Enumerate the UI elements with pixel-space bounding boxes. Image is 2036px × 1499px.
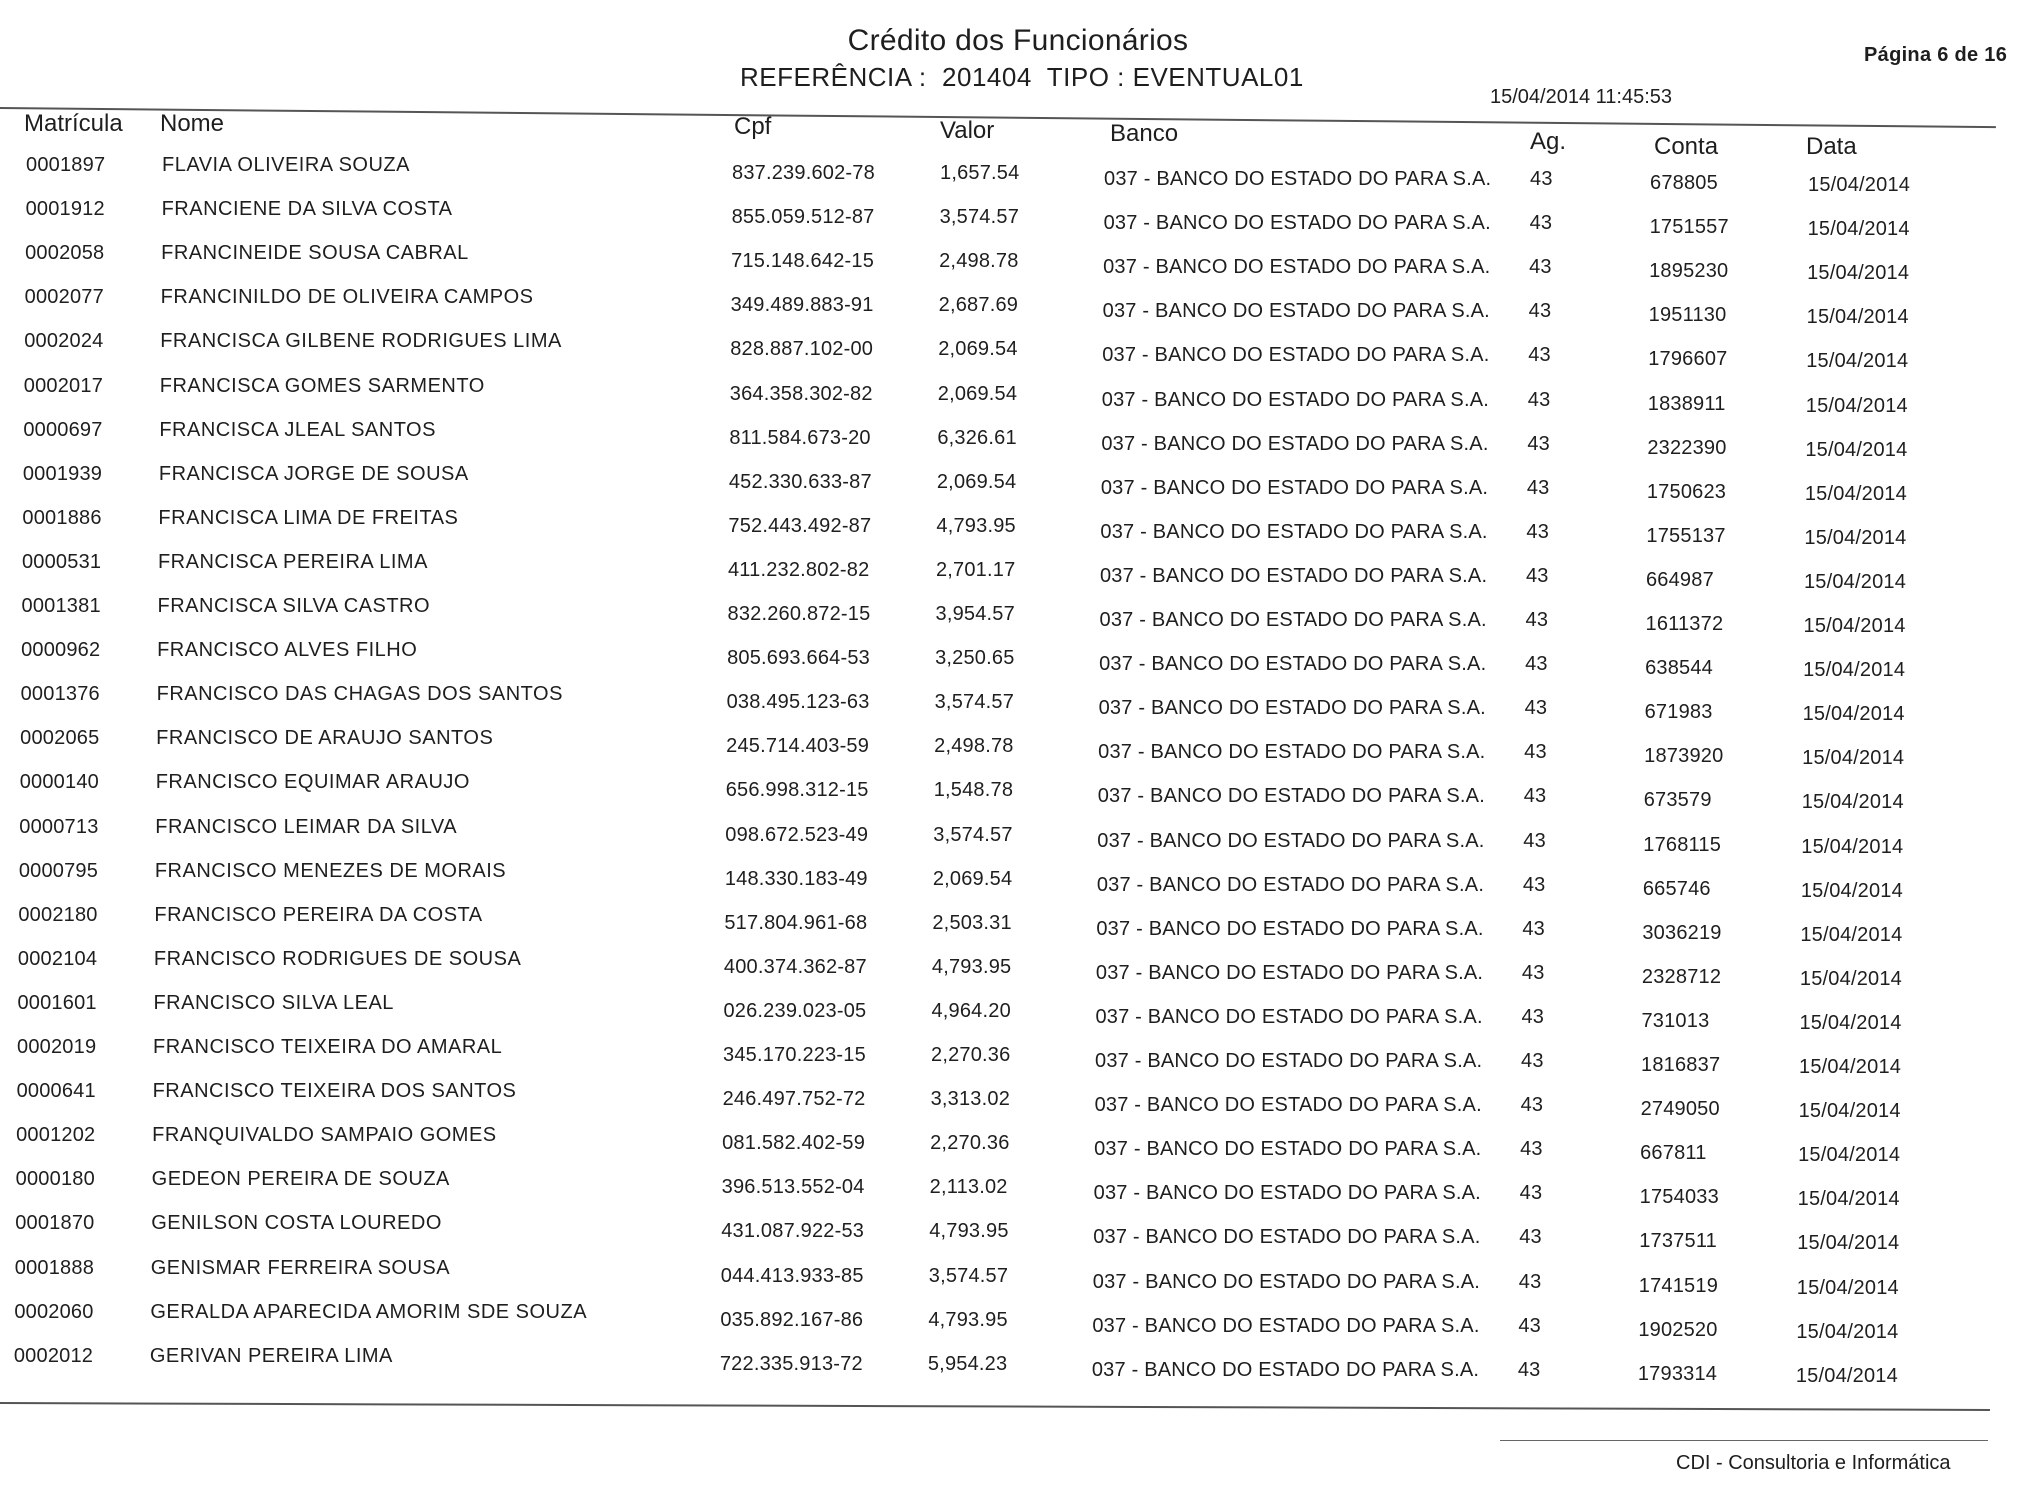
cell-ag: 43 bbox=[1519, 1182, 1543, 1205]
cell-nome: FRANCIENE DA SILVA COSTA bbox=[161, 198, 453, 221]
cell-matricula: 0002017 bbox=[23, 374, 104, 397]
cell-data: 15/04/2014 bbox=[1805, 438, 1908, 461]
cell-matricula: 0002024 bbox=[24, 330, 104, 353]
cell-valor: 4,793.95 bbox=[931, 955, 1012, 978]
cell-matricula: 0002104 bbox=[17, 947, 98, 970]
cell-matricula: 0000180 bbox=[15, 1168, 95, 1191]
cell-banco: 037 - BANCO DO ESTADO DO PARA S.A. bbox=[1099, 609, 1487, 631]
cell-ag: 43 bbox=[1530, 168, 1553, 190]
cell-cpf: 081.582.402-59 bbox=[722, 1132, 866, 1155]
cell-ag: 43 bbox=[1528, 300, 1552, 323]
cell-banco: 037 - BANCO DO ESTADO DO PARA S.A. bbox=[1092, 1270, 1481, 1293]
cell-conta: 1611372 bbox=[1645, 613, 1724, 635]
cell-data: 15/04/2014 bbox=[1801, 835, 1904, 858]
table-row bbox=[0, 418, 2036, 461]
cell-data: 15/04/2014 bbox=[1796, 1320, 1899, 1343]
cell-ag: 43 bbox=[1524, 741, 1547, 764]
table-row bbox=[0, 1344, 2036, 1387]
cell-ag: 43 bbox=[1519, 1226, 1542, 1249]
column-header-matricula: Matrícula bbox=[24, 110, 123, 137]
cell-cpf: 832.260.872-15 bbox=[727, 603, 871, 625]
cell-nome: FRANCISCO MENEZES DE MORAIS bbox=[154, 859, 507, 882]
cell-nome: FRANCISCO LEIMAR DA SILVA bbox=[155, 815, 458, 838]
cell-banco: 037 - BANCO DO ESTADO DO PARA S.A. bbox=[1095, 961, 1484, 984]
cell-data: 15/04/2014 bbox=[1808, 174, 1911, 196]
cell-cpf: 364.358.302-82 bbox=[729, 382, 873, 405]
cell-nome: FRANCINILDO DE OLIVEIRA CAMPOS bbox=[160, 286, 534, 309]
cell-nome: FRANCISCA GOMES SARMENTO bbox=[159, 374, 485, 397]
cell-data: 15/04/2014 bbox=[1802, 703, 1905, 726]
cell-conta: 2328712 bbox=[1641, 965, 1722, 988]
cell-banco: 037 - BANCO DO ESTADO DO PARA S.A. bbox=[1097, 785, 1485, 808]
cell-matricula: 0001912 bbox=[25, 198, 105, 221]
cell-valor: 3,574.57 bbox=[934, 691, 1015, 714]
cell-matricula: 0000531 bbox=[21, 550, 102, 573]
cell-ag: 43 bbox=[1522, 873, 1546, 896]
cell-banco: 037 - BANCO DO ESTADO DO PARA S.A. bbox=[1094, 1138, 1482, 1161]
cell-data: 15/04/2014 bbox=[1804, 526, 1907, 549]
cell-valor: 1,548.78 bbox=[933, 779, 1014, 802]
cell-valor: 2,270.36 bbox=[930, 1132, 1010, 1155]
cell-valor: 4,793.95 bbox=[928, 1308, 1008, 1331]
cell-nome: FRANQUIVALDO SAMPAIO GOMES bbox=[152, 1124, 497, 1147]
cell-ag: 43 bbox=[1521, 1005, 1545, 1028]
cell-data: 15/04/2014 bbox=[1803, 570, 1907, 593]
cell-ag: 43 bbox=[1521, 1050, 1544, 1072]
cell-nome: GENILSON COSTA LOUREDO bbox=[151, 1212, 442, 1235]
table-row bbox=[0, 1256, 2036, 1299]
cell-valor: 2,113.02 bbox=[929, 1176, 1008, 1199]
cell-matricula: 0000140 bbox=[19, 771, 99, 794]
table-row bbox=[0, 595, 2036, 637]
cell-nome: FRANCISCO RODRIGUES DE SOUSA bbox=[153, 947, 522, 970]
cell-conta: 1796607 bbox=[1648, 348, 1728, 371]
cell-nome: FRANCISCO ALVES FILHO bbox=[157, 639, 418, 662]
cell-matricula: 0000641 bbox=[16, 1080, 96, 1103]
cell-data: 15/04/2014 bbox=[1803, 659, 1906, 682]
cell-banco: 037 - BANCO DO ESTADO DO PARA S.A. bbox=[1102, 344, 1490, 367]
cell-cpf: 452.330.633-87 bbox=[728, 470, 872, 493]
cell-conta: 1750623 bbox=[1646, 480, 1727, 503]
cell-cpf: 148.330.183-49 bbox=[724, 867, 868, 890]
cell-data: 15/04/2014 bbox=[1797, 1232, 1900, 1255]
cell-valor: 2,503.31 bbox=[932, 911, 1012, 934]
table-row bbox=[0, 903, 2036, 946]
table-row bbox=[0, 1212, 2036, 1255]
cell-cpf: 044.413.933-85 bbox=[720, 1264, 864, 1287]
cell-data: 15/04/2014 bbox=[1807, 218, 1910, 241]
cell-valor: 4,793.95 bbox=[929, 1220, 1009, 1243]
cell-matricula: 0001897 bbox=[26, 154, 106, 176]
cell-ag: 43 bbox=[1529, 256, 1552, 279]
cell-ag: 43 bbox=[1529, 212, 1553, 235]
cell-cpf: 098.672.523-49 bbox=[725, 823, 869, 846]
cell-valor: 3,313.02 bbox=[930, 1088, 1011, 1111]
cell-data: 15/04/2014 bbox=[1806, 350, 1909, 373]
cell-banco: 037 - BANCO DO ESTADO DO PARA S.A. bbox=[1095, 1005, 1483, 1028]
cell-nome: FRANCISCO TEIXEIRA DOS SANTOS bbox=[152, 1080, 517, 1103]
cell-ag: 43 bbox=[1527, 432, 1550, 455]
cell-banco: 037 - BANCO DO ESTADO DO PARA S.A. bbox=[1103, 212, 1491, 235]
cell-nome: FRANCISCO EQUIMAR ARAUJO bbox=[155, 771, 470, 794]
cell-conta: 673579 bbox=[1643, 789, 1712, 812]
cell-ag: 43 bbox=[1523, 785, 1547, 808]
cell-cpf: 026.239.023-05 bbox=[723, 999, 867, 1022]
table-row bbox=[0, 1168, 2036, 1211]
cell-data: 15/04/2014 bbox=[1802, 747, 1905, 770]
cell-conta: 1816837 bbox=[1641, 1054, 1721, 1076]
table-row bbox=[0, 286, 2036, 329]
cell-conta: 3036219 bbox=[1642, 921, 1722, 944]
report-reference: REFERÊNCIA : 201404 TIPO : EVENTUAL01 bbox=[740, 62, 1304, 92]
cell-valor: 3,574.57 bbox=[928, 1264, 1009, 1287]
table-row bbox=[0, 154, 2036, 196]
table-row bbox=[0, 991, 2036, 1034]
cell-matricula: 0002065 bbox=[20, 727, 100, 750]
cell-ag: 43 bbox=[1523, 829, 1546, 852]
cell-valor: 2,270.36 bbox=[931, 1044, 1011, 1066]
cell-data: 15/04/2014 bbox=[1800, 879, 1903, 902]
table-row bbox=[0, 1036, 2036, 1078]
cell-nome: FRANCISCA LIMA DE FREITAS bbox=[158, 506, 459, 529]
cell-cpf: 517.804.961-68 bbox=[724, 911, 868, 934]
cell-banco: 037 - BANCO DO ESTADO DO PARA S.A. bbox=[1094, 1094, 1482, 1117]
cell-banco: 037 - BANCO DO ESTADO DO PARA S.A. bbox=[1091, 1358, 1480, 1381]
column-header-conta: Conta bbox=[1654, 133, 1719, 160]
cell-cpf: 855.059.512-87 bbox=[731, 206, 875, 229]
cell-valor: 2,687.69 bbox=[938, 294, 1019, 317]
cell-conta: 1755137 bbox=[1646, 524, 1726, 547]
cell-conta: 1741519 bbox=[1638, 1274, 1719, 1297]
cell-cpf: 400.374.362-87 bbox=[723, 955, 867, 978]
cell-conta: 1751557 bbox=[1649, 216, 1729, 239]
cell-nome: FRANCISCA JORGE DE SOUSA bbox=[158, 462, 469, 485]
cell-matricula: 0000795 bbox=[18, 859, 99, 882]
cell-data: 15/04/2014 bbox=[1797, 1188, 1900, 1211]
table-row bbox=[0, 1300, 2036, 1343]
cell-cpf: 246.497.752-72 bbox=[722, 1088, 866, 1111]
cell-valor: 2,069.54 bbox=[938, 338, 1018, 361]
cell-cpf: 722.335.913-72 bbox=[719, 1352, 863, 1375]
cell-data: 15/04/2014 bbox=[1804, 482, 1907, 505]
cell-ag: 43 bbox=[1518, 1270, 1542, 1293]
cell-banco: 037 - BANCO DO ESTADO DO PARA S.A. bbox=[1100, 476, 1489, 499]
cell-data: 15/04/2014 bbox=[1805, 394, 1908, 417]
cell-data: 15/04/2014 bbox=[1795, 1364, 1898, 1387]
cell-conta: 1737511 bbox=[1639, 1230, 1717, 1253]
cell-matricula: 0001886 bbox=[22, 506, 102, 529]
cell-nome: GEDEON PEREIRA DE SOUZA bbox=[151, 1168, 450, 1191]
cell-cpf: 396.513.552-04 bbox=[721, 1176, 865, 1199]
cell-conta: 1838911 bbox=[1647, 392, 1726, 415]
cell-matricula: 0001202 bbox=[16, 1124, 96, 1147]
cell-ag: 43 bbox=[1526, 476, 1550, 499]
cell-ag: 43 bbox=[1518, 1314, 1541, 1337]
cell-banco: 037 - BANCO DO ESTADO DO PARA S.A. bbox=[1100, 520, 1488, 543]
cell-valor: 4,793.95 bbox=[936, 514, 1016, 537]
cell-matricula: 0000713 bbox=[19, 815, 99, 838]
cell-cpf: 035.892.167-86 bbox=[720, 1308, 864, 1331]
cell-valor: 2,498.78 bbox=[939, 250, 1019, 273]
cell-valor: 3,574.57 bbox=[933, 823, 1013, 846]
cell-banco: 037 - BANCO DO ESTADO DO PARA S.A. bbox=[1092, 1314, 1480, 1337]
cell-matricula: 0002077 bbox=[24, 286, 104, 309]
table-row bbox=[0, 198, 2036, 241]
cell-matricula: 0000697 bbox=[23, 418, 103, 441]
cell-data: 15/04/2014 bbox=[1807, 262, 1910, 285]
report-datetime: 15/04/2014 11:45:53 bbox=[1490, 86, 1673, 108]
table-row bbox=[0, 771, 2036, 814]
cell-nome: GERALDA APARECIDA AMORIM SDE SOUZA bbox=[150, 1300, 588, 1323]
cell-cpf: 038.495.123-63 bbox=[726, 691, 870, 714]
cell-conta: 678805 bbox=[1650, 172, 1718, 194]
cell-data: 15/04/2014 bbox=[1806, 306, 1909, 329]
cell-ag: 43 bbox=[1525, 609, 1549, 631]
cell-matricula: 0001381 bbox=[21, 595, 101, 617]
table-row bbox=[0, 242, 2036, 285]
cell-banco: 037 - BANCO DO ESTADO DO PARA S.A. bbox=[1095, 1050, 1483, 1072]
cell-conta: 1902520 bbox=[1638, 1318, 1718, 1341]
cell-banco: 037 - BANCO DO ESTADO DO PARA S.A. bbox=[1098, 697, 1486, 720]
page-indicator: Página 6 de 16 bbox=[1864, 44, 2008, 66]
cell-nome: GENISMAR FERREIRA SOUSA bbox=[150, 1256, 451, 1279]
footer-company: CDI - Consultoria e Informática bbox=[1676, 1452, 1951, 1474]
cell-ag: 43 bbox=[1525, 564, 1549, 587]
column-header-banco: Banco bbox=[1110, 120, 1179, 147]
cell-banco: 037 - BANCO DO ESTADO DO PARA S.A. bbox=[1101, 388, 1490, 411]
table-row bbox=[0, 639, 2036, 682]
table-row bbox=[0, 947, 2036, 990]
cell-banco: 037 - BANCO DO ESTADO DO PARA S.A. bbox=[1099, 564, 1488, 587]
column-header-valor: Valor bbox=[940, 117, 995, 144]
cell-conta: 1793314 bbox=[1637, 1362, 1718, 1385]
cell-ag: 43 bbox=[1517, 1358, 1541, 1381]
cell-cpf: 411.232.802-82 bbox=[727, 558, 870, 581]
cell-matricula: 0002058 bbox=[25, 242, 105, 265]
cell-valor: 3,250.65 bbox=[935, 647, 1015, 670]
cell-valor: 2,069.54 bbox=[937, 382, 1018, 405]
cell-data: 15/04/2014 bbox=[1796, 1276, 1899, 1299]
cell-nome: FRANCISCO SILVA LEAL bbox=[153, 991, 394, 1014]
cell-cpf: 431.087.922-53 bbox=[721, 1220, 865, 1243]
cell-nome: FRANCINEIDE SOUSA CABRAL bbox=[161, 242, 469, 265]
cell-nome: FRANCISCO PEREIRA DA COSTA bbox=[154, 903, 483, 926]
cell-matricula: 0001376 bbox=[20, 683, 100, 706]
cell-cpf: 752.443.492-87 bbox=[728, 514, 872, 537]
table-row bbox=[0, 859, 2036, 902]
column-header-cpf: Cpf bbox=[734, 113, 772, 140]
column-header-data: Data bbox=[1806, 133, 1857, 160]
cell-nome: FRANCISCO DAS CHAGAS DOS SANTOS bbox=[156, 683, 563, 706]
table-row bbox=[0, 374, 2036, 417]
column-header-nome: Nome bbox=[160, 110, 225, 137]
cell-banco: 037 - BANCO DO ESTADO DO PARA S.A. bbox=[1104, 168, 1492, 190]
cell-ag: 43 bbox=[1527, 388, 1551, 411]
table-row bbox=[0, 1124, 2036, 1167]
table-row bbox=[0, 330, 2036, 373]
cell-banco: 037 - BANCO DO ESTADO DO PARA S.A. bbox=[1096, 917, 1484, 940]
cell-valor: 2,069.54 bbox=[936, 470, 1017, 493]
cell-conta: 1754033 bbox=[1639, 1186, 1719, 1209]
cell-data: 15/04/2014 bbox=[1803, 615, 1906, 637]
cell-conta: 1873920 bbox=[1644, 745, 1724, 768]
cell-cpf: 828.887.102-00 bbox=[730, 338, 874, 361]
cell-valor: 4,964.20 bbox=[931, 999, 1011, 1022]
cell-conta: 665746 bbox=[1642, 877, 1711, 900]
cell-data: 15/04/2014 bbox=[1799, 967, 1903, 990]
cell-nome: FRANCISCA GILBENE RODRIGUES LIMA bbox=[160, 330, 562, 353]
cell-conta: 1951130 bbox=[1648, 304, 1727, 327]
cell-conta: 731013 bbox=[1641, 1009, 1710, 1032]
cell-cpf: 805.693.664-53 bbox=[727, 647, 870, 670]
cell-conta: 664987 bbox=[1645, 568, 1714, 591]
cell-ag: 43 bbox=[1521, 961, 1545, 984]
cell-ag: 43 bbox=[1524, 697, 1548, 720]
cell-matricula: 0001888 bbox=[14, 1256, 95, 1279]
cell-conta: 2322390 bbox=[1647, 436, 1727, 459]
cell-banco: 037 - BANCO DO ESTADO DO PARA S.A. bbox=[1099, 653, 1487, 676]
column-header-ag: Ag. bbox=[1530, 128, 1567, 155]
cell-nome: FLAVIA OLIVEIRA SOUZA bbox=[162, 154, 410, 176]
cell-matricula: 0002060 bbox=[14, 1300, 94, 1323]
cell-valor: 3,574.57 bbox=[939, 206, 1020, 229]
cell-cpf: 837.239.602-78 bbox=[732, 162, 875, 184]
cell-banco: 037 - BANCO DO ESTADO DO PARA S.A. bbox=[1096, 873, 1485, 896]
cell-data: 15/04/2014 bbox=[1799, 1011, 1902, 1034]
table-row bbox=[0, 550, 2036, 593]
cell-nome: FRANCISCA JLEAL SANTOS bbox=[159, 418, 436, 441]
cell-matricula: 0002012 bbox=[13, 1344, 94, 1367]
cell-banco: 037 - BANCO DO ESTADO DO PARA S.A. bbox=[1097, 829, 1485, 852]
cell-conta: 638544 bbox=[1645, 657, 1714, 680]
cell-matricula: 0002019 bbox=[17, 1036, 97, 1058]
cell-conta: 1768115 bbox=[1643, 833, 1722, 856]
cell-nome: FRANCISCO DE ARAUJO SANTOS bbox=[156, 727, 494, 750]
cell-data: 15/04/2014 bbox=[1798, 1144, 1901, 1167]
cell-cpf: 811.584.673-20 bbox=[729, 426, 871, 449]
cell-matricula: 0001870 bbox=[15, 1212, 95, 1235]
cell-nome: FRANCISCO TEIXEIRA DO AMARAL bbox=[153, 1036, 503, 1058]
cell-valor: 3,954.57 bbox=[935, 603, 1015, 625]
cell-data: 15/04/2014 bbox=[1799, 1056, 1902, 1078]
cell-conta: 2749050 bbox=[1640, 1098, 1720, 1121]
cell-ag: 43 bbox=[1520, 1094, 1544, 1117]
cell-banco: 037 - BANCO DO ESTADO DO PARA S.A. bbox=[1093, 1226, 1481, 1249]
cell-banco: 037 - BANCO DO ESTADO DO PARA S.A. bbox=[1101, 432, 1489, 455]
cell-conta: 1895230 bbox=[1649, 260, 1729, 283]
cell-matricula: 0002180 bbox=[18, 903, 98, 926]
cell-cpf: 349.489.883-91 bbox=[730, 294, 874, 317]
cell-data: 15/04/2014 bbox=[1800, 923, 1903, 946]
cell-nome: FRANCISCA SILVA CASTRO bbox=[157, 595, 431, 617]
report-title: Crédito dos Funcionários bbox=[847, 24, 1189, 57]
cell-valor: 1,657.54 bbox=[940, 162, 1020, 184]
cell-data: 15/04/2014 bbox=[1798, 1100, 1901, 1123]
cell-matricula: 0000962 bbox=[21, 639, 101, 662]
cell-cpf: 245.714.403-59 bbox=[726, 735, 870, 758]
cell-ag: 43 bbox=[1526, 520, 1550, 543]
table-row bbox=[0, 1080, 2036, 1123]
cell-nome: GERIVAN PEREIRA LIMA bbox=[149, 1344, 393, 1367]
cell-valor: 5,954.23 bbox=[927, 1352, 1008, 1375]
cell-valor: 2,069.54 bbox=[932, 867, 1013, 890]
cell-valor: 6,326.61 bbox=[937, 426, 1017, 449]
cell-banco: 037 - BANCO DO ESTADO DO PARA S.A. bbox=[1098, 741, 1486, 764]
cell-nome: FRANCISCA PEREIRA LIMA bbox=[157, 550, 428, 573]
cell-ag: 43 bbox=[1528, 344, 1551, 367]
cell-valor: 2,498.78 bbox=[934, 735, 1014, 758]
cell-ag: 43 bbox=[1525, 653, 1548, 676]
footer-rule bbox=[1500, 1440, 1988, 1441]
table-row bbox=[0, 727, 2036, 770]
cell-cpf: 656.998.312-15 bbox=[725, 779, 869, 802]
cell-valor: 2,701.17 bbox=[935, 558, 1016, 581]
cell-matricula: 0001939 bbox=[22, 462, 103, 485]
table-row bbox=[0, 462, 2036, 505]
cell-conta: 667811 bbox=[1640, 1142, 1707, 1165]
cell-cpf: 715.148.642-15 bbox=[731, 250, 875, 273]
cell-data: 15/04/2014 bbox=[1801, 791, 1904, 814]
cell-ag: 43 bbox=[1520, 1138, 1543, 1161]
cell-banco: 037 - BANCO DO ESTADO DO PARA S.A. bbox=[1103, 256, 1491, 279]
cell-matricula: 0001601 bbox=[17, 991, 97, 1014]
table-row bbox=[0, 506, 2036, 549]
cell-conta: 671983 bbox=[1644, 701, 1713, 724]
table-row bbox=[0, 683, 2036, 726]
cell-cpf: 345.170.223-15 bbox=[723, 1044, 866, 1066]
cell-banco: 037 - BANCO DO ESTADO DO PARA S.A. bbox=[1102, 300, 1490, 323]
cell-ag: 43 bbox=[1522, 917, 1546, 940]
table-row bbox=[0, 815, 2036, 858]
cell-banco: 037 - BANCO DO ESTADO DO PARA S.A. bbox=[1093, 1182, 1481, 1205]
